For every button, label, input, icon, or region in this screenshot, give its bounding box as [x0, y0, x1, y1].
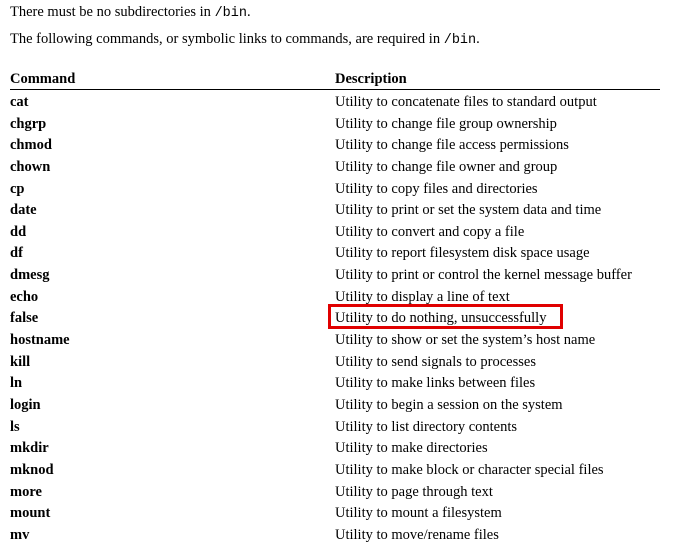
command-cell: hostname — [10, 332, 70, 349]
description-cell: Utility to make block or character special files — [335, 461, 604, 478]
command-cell: more — [10, 483, 42, 500]
command-cell: kill — [10, 353, 31, 370]
table-row — [10, 220, 660, 242]
highlight-box — [328, 304, 563, 329]
command-cell: cat — [10, 94, 29, 110]
table-row — [10, 198, 660, 220]
intro-paragraph-1 — [10, 3, 251, 23]
table-row — [10, 155, 660, 177]
command-cell: ln — [10, 375, 23, 392]
description-cell: Utility to send signals to processes — [335, 353, 536, 370]
intro-paragraph-2-text: The following commands, or symbolic links to commands, are required in — [10, 31, 444, 47]
table-row — [10, 263, 660, 285]
table-row — [10, 133, 660, 155]
description-cell: Utility to show or set the system’s host name — [335, 332, 596, 349]
description-cell: Utility to change file group ownership — [335, 115, 557, 132]
command-cell: mknod — [10, 461, 54, 478]
table-row — [10, 90, 660, 112]
intro-paragraph-1-end: . — [246, 4, 251, 20]
command-cell: dd — [10, 223, 27, 240]
command-cell: mkdir — [10, 440, 49, 457]
table-row — [10, 328, 660, 350]
command-cell: dmesg — [10, 267, 50, 284]
command-cell: false — [10, 310, 39, 327]
header-description: Description — [335, 71, 407, 87]
table-row — [10, 436, 660, 458]
command-cell: chgrp — [10, 115, 47, 132]
table-row — [10, 501, 660, 523]
intro-paragraph-2-end: . — [476, 31, 480, 47]
description-cell: Utility to print or set the system data and time — [335, 202, 602, 219]
description-cell: Utility to do nothing, unsuccessfully — [335, 310, 547, 327]
description-cell: Utility to mount a filesystem — [335, 505, 502, 522]
description-cell: Utility to display a line of text — [335, 288, 510, 305]
table-row — [10, 393, 660, 415]
table-row — [10, 350, 660, 372]
command-cell: ls — [10, 418, 20, 435]
commands-table — [10, 70, 660, 544]
description-cell: Utility to begin a session on the system — [335, 396, 563, 413]
table-row — [10, 306, 660, 328]
command-cell: login — [10, 396, 41, 413]
description-cell: Utility to change file access permissions — [335, 137, 569, 154]
description-cell: Utility to concatenate files to standard output — [335, 94, 597, 110]
description-cell: Utility to list directory contents — [335, 418, 518, 435]
command-cell: df — [10, 245, 23, 262]
command-cell: chown — [10, 158, 51, 175]
table-row — [10, 480, 660, 502]
command-cell: mount — [10, 505, 51, 522]
table-row — [10, 523, 660, 544]
command-cell: mv — [10, 526, 30, 543]
description-cell: Utility to copy files and directories — [335, 180, 538, 197]
command-cell: echo — [10, 288, 39, 305]
table-body — [10, 90, 660, 544]
table-row — [10, 371, 660, 393]
description-cell: Utility to convert and copy a file — [335, 223, 525, 240]
bin-path-code: /bin — [214, 6, 247, 21]
header-command: Command — [10, 71, 76, 87]
bin-path-code: /bin — [443, 33, 477, 48]
table-row — [10, 112, 660, 134]
command-cell: cp — [10, 180, 25, 197]
description-cell: Utility to move/rename files — [335, 526, 499, 543]
table-row — [10, 285, 660, 307]
table-row — [10, 458, 660, 480]
table-header — [10, 70, 660, 90]
description-cell: Utility to make links between files — [335, 375, 536, 392]
description-cell: Utility to report filesystem disk space usage — [335, 245, 590, 262]
command-cell: chmod — [10, 137, 52, 154]
description-cell: Utility to change file owner and group — [335, 158, 558, 175]
intro-paragraph-1-text: There must be no subdirectories in — [10, 4, 215, 20]
table-row — [10, 177, 660, 199]
table-row — [10, 415, 660, 437]
table-row — [10, 241, 660, 263]
intro-paragraph-2 — [10, 30, 480, 50]
description-cell: Utility to page through text — [335, 483, 493, 500]
command-cell: date — [10, 202, 37, 219]
description-cell: Utility to make directories — [335, 440, 488, 457]
description-cell: Utility to print or control the kernel message buffer — [335, 267, 632, 284]
